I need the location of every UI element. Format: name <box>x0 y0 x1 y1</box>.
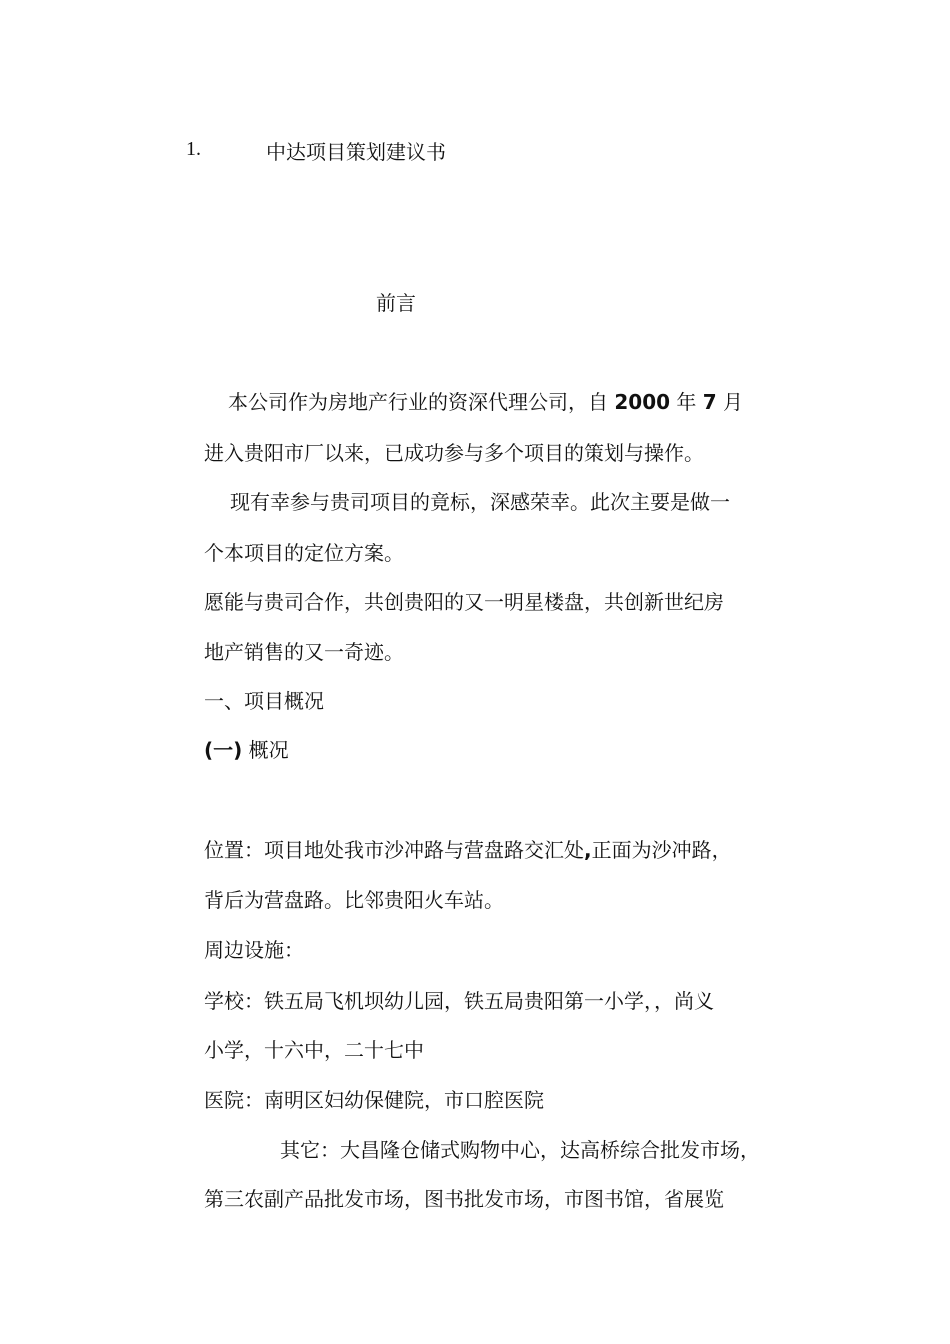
intro-month: 7 <box>702 390 717 414</box>
subsection-number: (一) <box>204 738 243 762</box>
others-line-2: 第三农副产品批发市场，图书批发市场，市图书馆，省展览 <box>204 1187 724 1211</box>
intro-line-3: 现有幸参与贵司项目的竟标，深感荣幸。此次主要是做一 <box>230 490 730 514</box>
intro-text-1b: 年 <box>670 390 703 414</box>
subsection-label: 概况 <box>242 738 289 762</box>
others-line-1: 其它：大昌隆仓储式购物中心，达高桥综合批发市场， <box>280 1138 760 1162</box>
intro-line-4: 个本项目的定位方案。 <box>204 541 404 565</box>
preface-title: 前言 <box>376 291 416 315</box>
document-title: 中达项目策划建议书 <box>266 140 446 164</box>
intro-line-5: 愿能与贵司合作，共创贵阳的又一明星楼盘，共创新世纪房 <box>204 590 724 614</box>
schools-line-1: 学校：铁五局飞机坝幼儿园，铁五局贵阳第一小学，，尚义 <box>204 989 714 1013</box>
location-line-1 <box>204 834 732 863</box>
intro-year: 2000 <box>614 390 671 414</box>
intro-line-6: 地产销售的又一奇迹。 <box>204 640 404 664</box>
location-text-1a: 位置：项目地处我市沙冲路与营盘路交汇处 <box>204 838 584 862</box>
hospitals-line: 医院：南明区妇幼保健院，市口腔医院 <box>204 1088 544 1112</box>
intro-text-1c: 月 <box>716 390 744 414</box>
location-comma: , <box>584 838 592 862</box>
intro-line-1 <box>228 386 743 415</box>
subsection-title <box>204 734 289 763</box>
location-line-2: 背后为营盘路。比邻贵阳火车站。 <box>204 888 504 912</box>
schools-line-2: 小学，十六中，二十七中 <box>204 1038 424 1062</box>
location-text-1b: 正面为沙冲路， <box>591 838 732 862</box>
section-title: 一、项目概况 <box>204 689 324 713</box>
heading-number: 1. <box>186 138 201 160</box>
facilities-title: 周边设施： <box>204 938 304 962</box>
intro-line-2: 进入贵阳市厂以来，已成功参与多个项目的策划与操作。 <box>204 441 704 465</box>
intro-text-1a: 本公司作为房地产行业的资深代理公司，自 <box>228 390 615 414</box>
